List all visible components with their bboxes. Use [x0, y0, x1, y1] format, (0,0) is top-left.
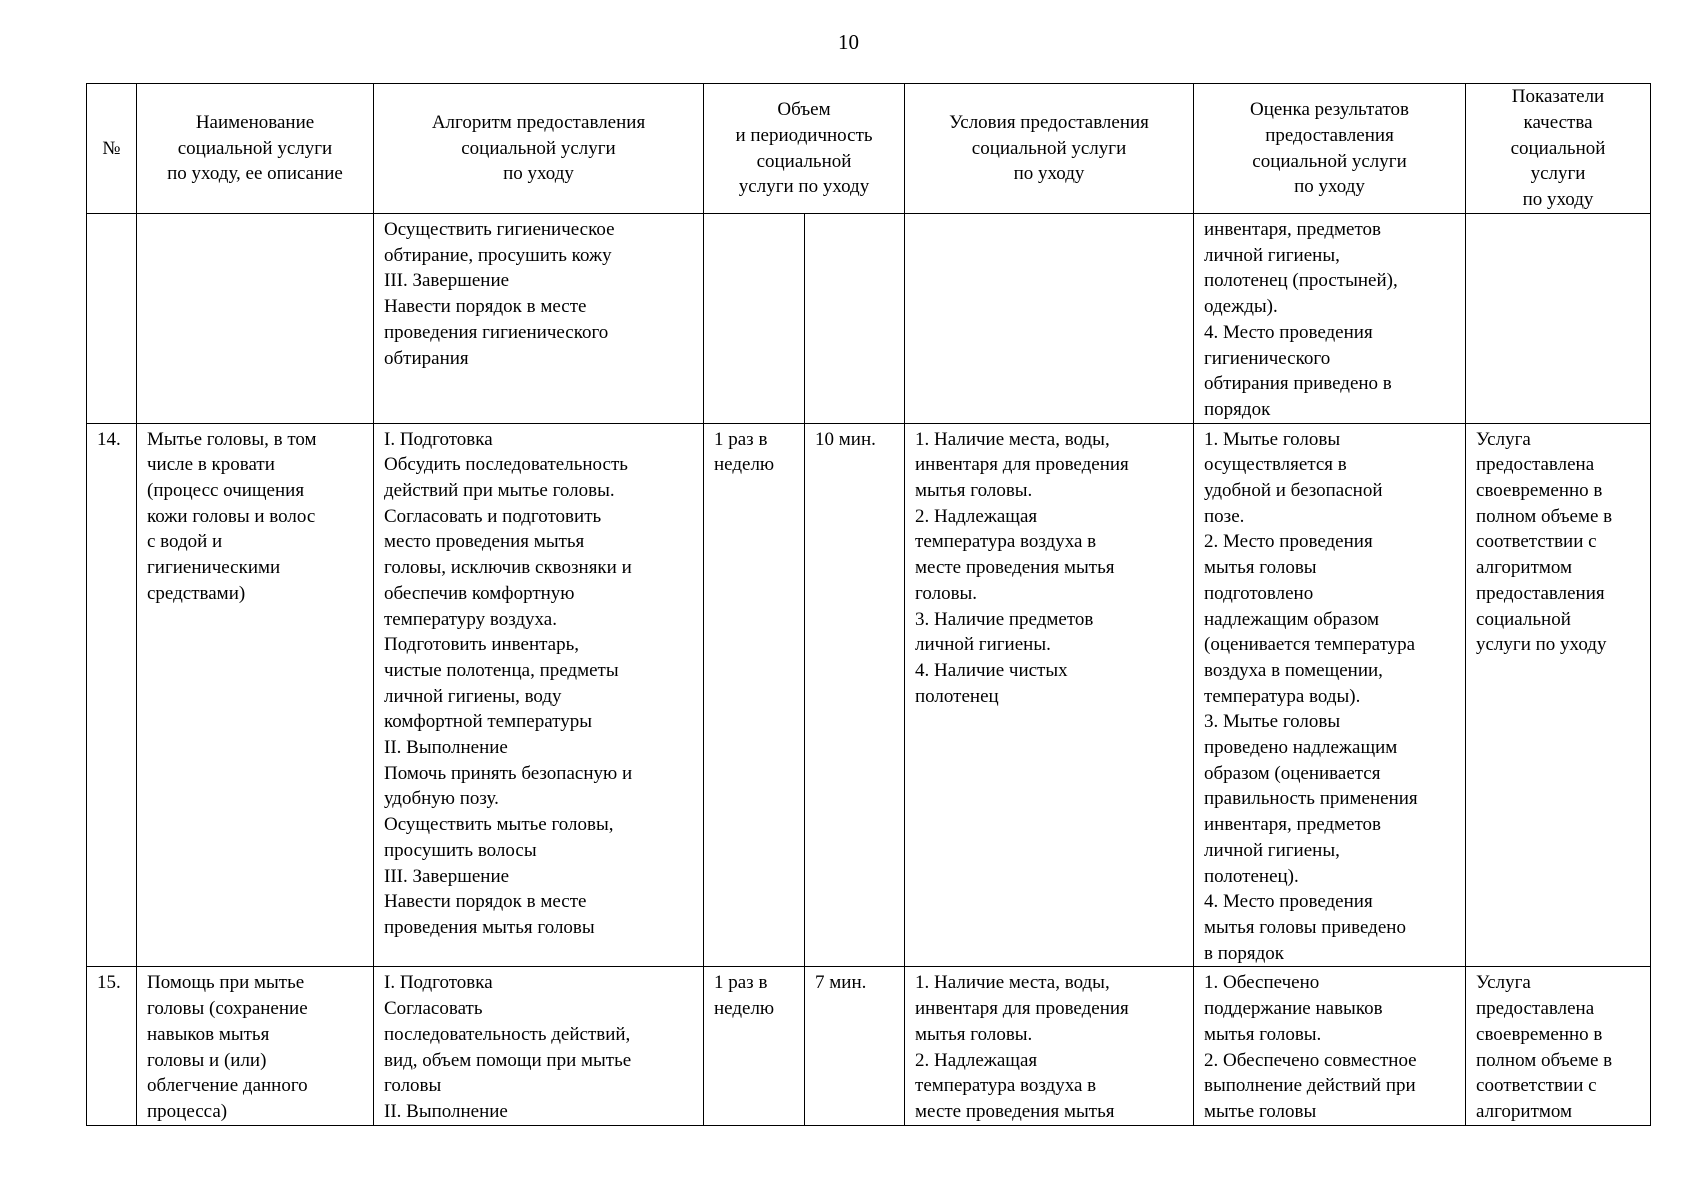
header-num: № [87, 84, 137, 214]
cell-periodicity [704, 214, 805, 424]
cell-evaluation: инвентаря, предметов личной гигиены, полотенец (простыней), одежды). 4. Место проведения гигиенического обтирания приведено в порядок [1194, 214, 1466, 424]
header-name: Наименование социальной услуги по уходу, ее описание [137, 84, 374, 214]
page-number: 10 [838, 30, 859, 54]
cell-name: Мытье головы, в том числе в кровати (процесс очищения кожи головы и волос с водой и гигиеническими средствами) [137, 423, 374, 967]
cell-conditions: 1. Наличие места, воды, инвентаря для проведения мытья головы. 2. Надлежащая температура воздуха в месте проведения мытья головы. 3. Наличие предметов личной гигиены. 4. Наличие чистых полотенец [905, 423, 1194, 967]
cell-name: Помощь при мытье головы (сохранение навыков мытья головы и (или) облегчение данного процесса) [137, 967, 374, 1125]
cell-duration: 7 мин. [805, 967, 905, 1125]
cell-name [137, 214, 374, 424]
cell-duration: 10 мин. [805, 423, 905, 967]
header-algorithm: Алгоритм предоставления социальной услуги по уходу [374, 84, 704, 214]
table-row [87, 214, 1651, 424]
header-conditions: Условия предоставления социальной услуги по уходу [905, 84, 1194, 214]
cell-quality: Услуга предоставлена своевременно в полном объеме в соответствии с алгоритмом [1466, 967, 1651, 1125]
header-evaluation: Оценка результатов предоставления социальной услуги по уходу [1194, 84, 1466, 214]
cell-duration [805, 214, 905, 424]
cell-num: 14. [87, 423, 137, 967]
cell-num: 15. [87, 967, 137, 1125]
cell-quality: Услуга предоставлена своевременно в полном объеме в соответствии с алгоритмом предоставления социальной услуги по уходу [1466, 423, 1651, 967]
cell-evaluation: 1. Мытье головы осуществляется в удобной и безопасной позе. 2. Место проведения мытья головы подготовлено надлежащим образом (оценивается температура воздуха в помещении, температура воды). 3. Мытье головы проведено надлежащим образом (оценивается правильность применения инвентаря, предметов личной гигиены, полотенец). 4. Место проведения мытья головы приведено в порядок [1194, 423, 1466, 967]
cell-algorithm: Осуществить гигиеническое обтирание, просушить кожу III. Завершение Навести порядок в месте проведения гигиенического обтирания [374, 214, 704, 424]
services-table [86, 83, 1651, 1126]
cell-periodicity: 1 раз в неделю [704, 967, 805, 1125]
cell-algorithm: I. Подготовка Согласовать последовательность действий, вид, объем помощи при мытье головы II. Выполнение [374, 967, 704, 1125]
cell-algorithm: I. Подготовка Обсудить последовательность действий при мытье головы. Согласовать и подготовить место проведения мытья головы, исключив сквозняки и обеспечив комфортную температуру воздуха. Подготовить инвентарь, чистые полотенца, предметы личной гигиены, воду комфортной температуры II. Выполнение Помочь принять безопасную и удобную позу. Осуществить мытье головы, просушить волосы III. Завершение Навести порядок в месте проведения мытья головы [374, 423, 704, 967]
table-row [87, 423, 1651, 967]
cell-conditions [905, 214, 1194, 424]
cell-num [87, 214, 137, 424]
cell-quality [1466, 214, 1651, 424]
table-header-row [87, 84, 1651, 214]
header-quality: Показатели качества социальной услуги по уходу [1466, 84, 1651, 214]
cell-evaluation: 1. Обеспечено поддержание навыков мытья головы. 2. Обеспечено совместное выполнение действий при мытье головы [1194, 967, 1466, 1125]
cell-conditions: 1. Наличие места, воды, инвентаря для проведения мытья головы. 2. Надлежащая температура воздуха в месте проведения мытья [905, 967, 1194, 1125]
table-row [87, 967, 1651, 1125]
header-volume: Объем и периодичность социальной услуги по уходу [704, 84, 905, 214]
cell-periodicity: 1 раз в неделю [704, 423, 805, 967]
